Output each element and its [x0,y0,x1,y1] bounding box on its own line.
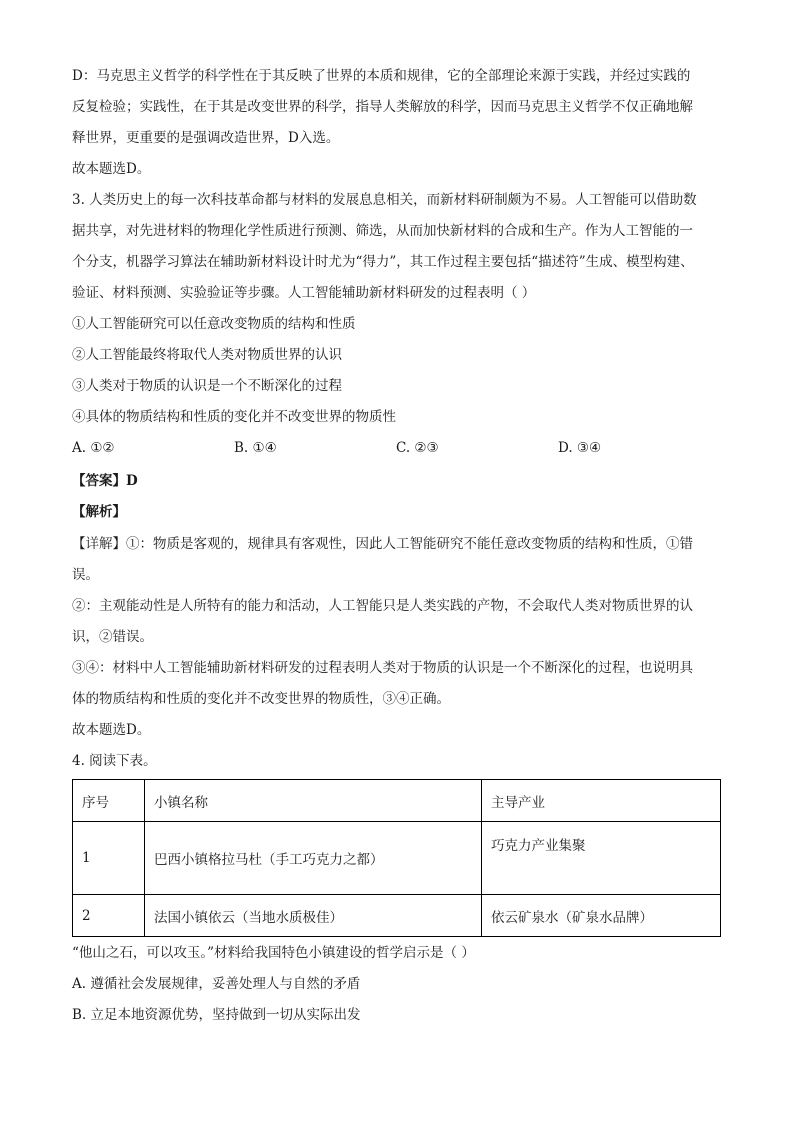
q3-option-b: B. ①④ [234,440,277,456]
table-header-industry: 主导产业 [482,780,721,822]
q4-table [72,779,721,937]
table-cell-industry: 巧克力产业集聚 [482,822,721,895]
q4-option-b: B. 立足本地资源优势，坚持做到一切从实际出发 [72,1007,361,1023]
q4-option-a: A. 遵循社会发展规律，妥善处理人与自然的矛盾 [72,976,361,992]
q4-stem: 4. 阅读下表。 [72,753,157,769]
q3-item-4: ④具体的物质结构和性质的变化并不改变世界的物质性 [72,409,396,425]
q3-item-1: ①人工智能研究可以任意改变物质的结构和性质 [72,316,356,332]
q3-analysis-label: 【解析】 [72,504,126,520]
q3-detail-line-3: ②：主观能动性是人所特有的能力和活动，人工智能只是人类实践的产物，不会取代人类对物质世界的认 [72,598,693,614]
q2-conclusion: 故本题选D。 [72,161,151,177]
q3-stem-line-4: 验证、材料预测、实验验证等步骤。人工智能辅助新材料研发的过程表明（ ） [72,285,536,301]
q3-conclusion: 故本题选D。 [72,722,151,738]
table-header-town: 小镇名称 [145,780,482,822]
table-header-index: 序号 [73,780,145,822]
q3-stem-line-2: 据共享，对先进材料的物理化学性质进行预测、筛选，从而加快新材料的合成和生产。作为人工智能的一 [72,223,693,239]
q2-d-analysis-line-3: 释世界，更重要的是强调改造世界，D入选。 [72,130,340,146]
q3-detail-line-1: 【详解】①：物质是客观的，规律具有客观性，因此人工智能研究不能任意改变物质的结构和性质，①错 [72,536,693,552]
q3-detail-line-6: 体的物质结构和性质的变化并不改变世界的物质性，③④正确。 [72,691,450,707]
q3-answer: 【答案】D [72,473,138,489]
q3-option-c: C. ②③ [396,440,439,456]
table-cell-town: 法国小镇依云（当地水质极佳） [145,895,482,937]
table-header-row [73,780,721,822]
q3-option-a: A. ①② [72,440,115,456]
table-row [73,822,721,895]
q3-option-d: D. ③④ [558,440,602,456]
q2-d-analysis-line-2: 反复检验；实践性，在于其是改变世界的科学，指导人类解放的科学，因而马克思主义哲学不仅正确地解 [72,99,693,115]
q2-d-analysis-line-1: D：马克思主义哲学的科学性在于其反映了世界的本质和规律，它的全部理论来源于实践，并经过实践的 [72,68,691,84]
q3-item-2: ②人工智能最终将取代人类对物质世界的认识 [72,347,342,363]
table-row [73,895,721,937]
table-cell-industry: 依云矿泉水（矿泉水品牌） [482,895,721,937]
q3-stem-line-1: 3. 人类历史上的每一次科技革命都与材料的发展息息相关，而新材料研制颇为不易。人工智能可以借助数 [72,192,697,208]
table-cell-town: 巴西小镇格拉马杜（手工巧克力之都） [145,822,482,895]
q3-detail-line-4: 识，②错误。 [72,629,153,645]
q3-stem-line-3: 个分支，机器学习算法在辅助新材料设计时尤为“得力”，其工作过程主要包括“描述符”生成、模型构建、 [72,254,694,270]
q3-item-3: ③人类对于物质的认识是一个不断深化的过程 [72,378,342,394]
q3-detail-line-5: ③④：材料中人工智能辅助新材料研发的过程表明人类对于物质的认识是一个不断深化的过程，也说明具 [72,660,693,676]
table-cell-index: 2 [73,895,145,937]
q4-question: “他山之石，可以攻玉。”材料给我国特色小镇建设的哲学启示是（ ） [72,945,475,961]
table-cell-index: 1 [73,822,145,895]
q3-detail-line-2: 误。 [72,567,99,583]
